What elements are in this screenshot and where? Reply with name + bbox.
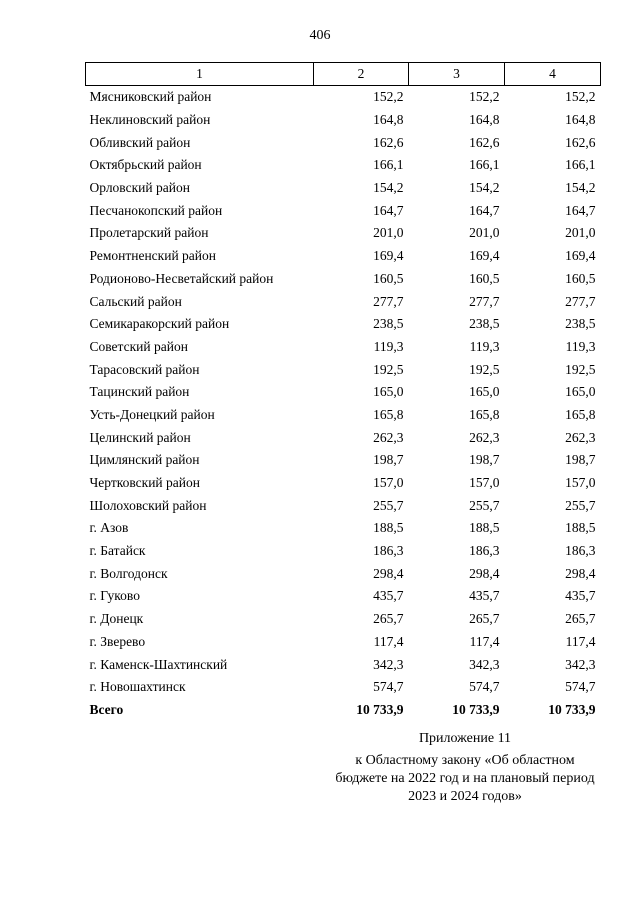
table-row [86,449,601,472]
row-value-4: 117,4 [565,633,596,649]
page-number: 406 [309,28,331,43]
row-value-3: 198,7 [469,452,500,468]
row-value-3: 166,1 [469,157,500,173]
row-value-4: 201,0 [565,225,596,241]
row-value-3: 574,7 [469,679,500,695]
row-value-4: 277,7 [565,293,596,309]
row-value-4: 198,7 [565,452,596,468]
column-header-2: 2 [314,63,409,86]
row-value-3: 165,8 [469,406,500,422]
row-value-3: 277,7 [469,293,500,309]
row-name: Мясниковский район [89,89,212,105]
row-value-2: 188,5 [373,520,404,536]
row-value-3: 162,6 [469,134,500,150]
table-row [86,199,601,222]
row-name: Целинский район [89,429,191,445]
column-header-1: 1 [86,63,314,86]
row-value-3: 255,7 [469,497,500,513]
row-value-2: 152,2 [373,89,404,105]
row-value-2: 435,7 [373,588,404,604]
row-value-4: 342,3 [565,656,596,672]
row-value-3: 188,5 [469,520,500,536]
table-row [86,109,601,132]
row-value-3: 117,4 [469,633,500,649]
row-value-4: 152,2 [565,89,596,105]
row-value-3: 164,8 [469,112,500,128]
table-row [86,608,601,631]
row-value-4: 119,3 [565,338,596,354]
row-value-2: 165,0 [373,384,404,400]
row-name: Орловский район [89,180,190,196]
row-value-4: 160,5 [565,270,596,286]
table-row [86,676,601,699]
row-name: Шолоховский район [89,497,207,513]
table-row [86,290,601,313]
row-value-2: 192,5 [373,361,404,377]
row-value-2: 165,8 [373,406,404,422]
row-value-4: 298,4 [565,565,596,581]
row-name: Родионово-Несветайский район [89,270,274,286]
row-value-2: 160,5 [373,270,404,286]
row-value-3: 160,5 [469,270,500,286]
row-value-2: 164,7 [373,202,404,218]
row-value-2: 298,4 [373,565,404,581]
appendix-text: к Областному закону «Об областном бюджете на 2022 год и на плановый период 2023 и 2024 годов» [335,753,595,804]
row-value-4: 165,0 [565,384,596,400]
row-value-3: 186,3 [469,543,500,559]
row-name: г. Гуково [89,588,140,604]
row-value-3: 165,0 [469,384,500,400]
row-value-4: 262,3 [565,429,596,445]
row-name: г. Новошахтинск [89,679,186,695]
row-value-2: 262,3 [373,429,404,445]
table-body [86,86,601,722]
table-row [86,494,601,517]
table-row [86,86,601,109]
row-value-2: 117,4 [373,633,404,649]
table-row [86,653,601,676]
table-row [86,562,601,585]
row-value-3: 238,5 [469,316,500,332]
table-row [86,381,601,404]
table-header-row [86,63,601,86]
row-value-3: 201,0 [469,225,500,241]
row-value-3: 298,4 [469,565,500,581]
row-value-2: 265,7 [373,611,404,627]
total-row [86,699,601,722]
column-header-4: 4 [505,63,601,86]
row-value-4: 157,0 [565,475,596,491]
table-row [86,336,601,359]
row-value-2: 238,5 [373,316,404,332]
row-value-2: 574,7 [373,679,404,695]
row-value-2: 154,2 [373,180,404,196]
row-name: г. Батайск [89,543,146,559]
row-value-2: 342,3 [373,656,404,672]
row-value-2: 198,7 [373,452,404,468]
row-value-4: 238,5 [565,316,596,332]
row-value-3: 152,2 [469,89,500,105]
table-row [86,245,601,268]
row-name: Усть-Донецкий район [89,406,215,422]
total-value-2: 10 733,9 [356,701,404,717]
row-value-2: 277,7 [373,293,404,309]
table-row [86,426,601,449]
row-value-3: 119,3 [469,338,500,354]
row-value-4: 188,5 [565,520,596,536]
row-name: Ремонтненский район [89,248,216,264]
appendix-title: Приложение 11 [418,731,512,746]
table-row [86,358,601,381]
row-value-2: 186,3 [373,543,404,559]
table-row [86,540,601,563]
row-name: г. Волгодонск [89,565,168,581]
table-row [86,222,601,245]
row-name: Советский район [89,338,188,354]
row-value-4: 162,6 [565,134,596,150]
row-value-2: 255,7 [373,497,404,513]
row-value-2: 169,4 [373,248,404,264]
row-value-4: 265,7 [565,611,596,627]
table-row [86,131,601,154]
row-value-3: 169,4 [469,248,500,264]
row-name: Песчанокопский район [89,202,223,218]
row-name: Неклиновский район [89,112,211,128]
row-name: г. Каменск-Шахтинский [89,656,228,672]
row-name: Чертковский район [89,475,200,491]
row-value-4: 166,1 [565,157,596,173]
table-row [86,585,601,608]
table-row [86,631,601,654]
row-value-4: 164,8 [565,112,596,128]
row-value-2: 164,8 [373,112,404,128]
row-value-2: 119,3 [373,338,404,354]
row-value-2: 157,0 [373,475,404,491]
row-value-3: 342,3 [469,656,500,672]
budget-table [85,62,601,721]
row-name: Октябрьский район [89,157,202,173]
total-label: Всего [89,701,124,717]
row-value-3: 435,7 [469,588,500,604]
row-value-4: 192,5 [565,361,596,377]
row-value-4: 164,7 [565,202,596,218]
row-name: Сальский район [89,293,182,309]
table-row [86,517,601,540]
row-name: г. Зверево [89,633,146,649]
row-value-4: 154,2 [565,180,596,196]
row-name: Цимлянский район [89,452,200,468]
row-value-3: 265,7 [469,611,500,627]
column-header-3: 3 [409,63,505,86]
row-value-4: 165,8 [565,406,596,422]
row-name: Семикаракорский район [89,316,230,332]
table-row [86,472,601,495]
table-row [86,404,601,427]
row-name: Тацинский район [89,384,190,400]
row-name: г. Азов [89,520,129,536]
row-name: Обливский район [89,134,191,150]
row-value-3: 157,0 [469,475,500,491]
table-row [86,268,601,291]
table-row [86,177,601,200]
row-name: г. Донецк [89,611,144,627]
table-row [86,313,601,336]
row-value-3: 164,7 [469,202,500,218]
row-value-4: 574,7 [565,679,596,695]
row-value-4: 435,7 [565,588,596,604]
row-value-2: 201,0 [373,225,404,241]
row-value-4: 186,3 [565,543,596,559]
total-value-3: 10 733,9 [452,701,500,717]
row-value-3: 154,2 [469,180,500,196]
total-value-4: 10 733,9 [548,701,596,717]
row-value-4: 169,4 [565,248,596,264]
row-value-3: 192,5 [469,361,500,377]
row-value-2: 166,1 [373,157,404,173]
row-name: Тарасовский район [89,361,200,377]
table-row [86,154,601,177]
row-value-2: 162,6 [373,134,404,150]
row-value-3: 262,3 [469,429,500,445]
row-name: Пролетарский район [89,225,209,241]
row-value-4: 255,7 [565,497,596,513]
